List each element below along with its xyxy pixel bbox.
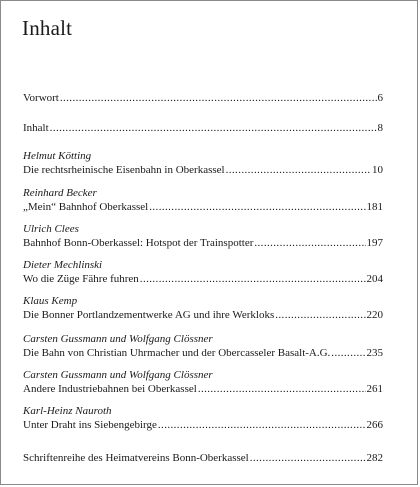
entry-page: 282	[366, 452, 383, 464]
toc-entry[interactable]	[23, 186, 383, 214]
entry-author: Karl-Heinz Nauroth	[23, 405, 112, 417]
toc-line	[23, 200, 383, 214]
entry-page: 235	[366, 347, 383, 359]
entry-page: 181	[366, 201, 383, 213]
toc-line	[23, 418, 383, 432]
toc-entry[interactable]	[23, 258, 383, 286]
toc-line	[23, 346, 383, 360]
toc-entry[interactable]	[23, 404, 383, 432]
dot-leader	[158, 418, 366, 432]
toc-entry-schriftenreihe[interactable]	[23, 451, 383, 465]
entry-page: 6	[377, 92, 383, 104]
toc-entry[interactable]	[23, 222, 383, 250]
entry-title: Die Bonner Portlandzementwerke AG und ihre Werkloks	[23, 309, 275, 321]
entry-title: Vorwort	[23, 92, 59, 104]
toc-entry-inhalt[interactable]	[23, 121, 383, 135]
entry-author: Carsten Gussmann und Wolfgang Clössner	[23, 333, 213, 345]
dot-leader	[198, 382, 366, 396]
entry-page: 266	[366, 419, 383, 431]
toc-line	[23, 382, 383, 396]
toc-entry[interactable]	[23, 294, 383, 322]
dot-leader	[226, 163, 371, 177]
entry-title: Schriftenreihe des Heimatvereins Bonn-Oberkassel	[23, 452, 249, 464]
toc-line	[23, 308, 383, 322]
dot-leader	[149, 200, 365, 214]
entry-title: Bahnhof Bonn-Oberkassel: Hotspot der Trainspotter	[23, 237, 254, 249]
entry-page: 8	[377, 122, 383, 134]
toc-line	[23, 163, 383, 177]
toc-entry[interactable]	[23, 149, 383, 177]
entry-title: Die rechtsrheinische Eisenbahn in Oberkassel	[23, 164, 225, 176]
entry-page: 197	[366, 237, 383, 249]
toc-line	[23, 451, 383, 465]
entry-author: Helmut Kötting	[23, 150, 92, 162]
dot-leader	[50, 121, 377, 135]
entry-author: Carsten Gussmann und Wolfgang Clössner	[23, 369, 213, 381]
toc-entry[interactable]	[23, 368, 383, 396]
dot-leader	[140, 272, 366, 286]
entry-page: 10	[372, 164, 383, 176]
entry-page: 204	[366, 273, 383, 285]
entry-page: 261	[366, 383, 383, 395]
entry-title: Die Bahn von Christian Uhrmacher und der Obercasseler Basalt-A.G.	[23, 347, 331, 359]
toc-line	[23, 272, 383, 286]
toc-line	[23, 91, 383, 105]
entry-title: „Mein“ Bahnhof Oberkassel	[23, 201, 149, 213]
dot-leader	[331, 346, 365, 360]
entry-title: Andere Industriebahnen bei Oberkassel	[23, 383, 197, 395]
dot-leader	[60, 91, 377, 105]
entry-page: 220	[366, 309, 383, 321]
entry-author: Ulrich Clees	[23, 223, 79, 235]
entry-author: Klaus Kemp	[23, 295, 78, 307]
page-title: Inhalt	[22, 16, 73, 40]
entry-author: Dieter Mechlinski	[23, 259, 103, 271]
dot-leader	[275, 308, 365, 322]
toc-line	[23, 121, 383, 135]
toc-entry[interactable]	[23, 332, 383, 360]
toc-line	[23, 236, 383, 250]
entry-title: Wo die Züge Fähre fuhren	[23, 273, 139, 285]
entry-title: Inhalt	[23, 122, 49, 134]
toc-entry-vorwort[interactable]	[23, 91, 383, 105]
dot-leader	[250, 451, 366, 465]
entry-author: Reinhard Becker	[23, 187, 97, 199]
entry-title: Unter Draht ins Siebengebirge	[23, 419, 157, 431]
dot-leader	[254, 236, 365, 250]
